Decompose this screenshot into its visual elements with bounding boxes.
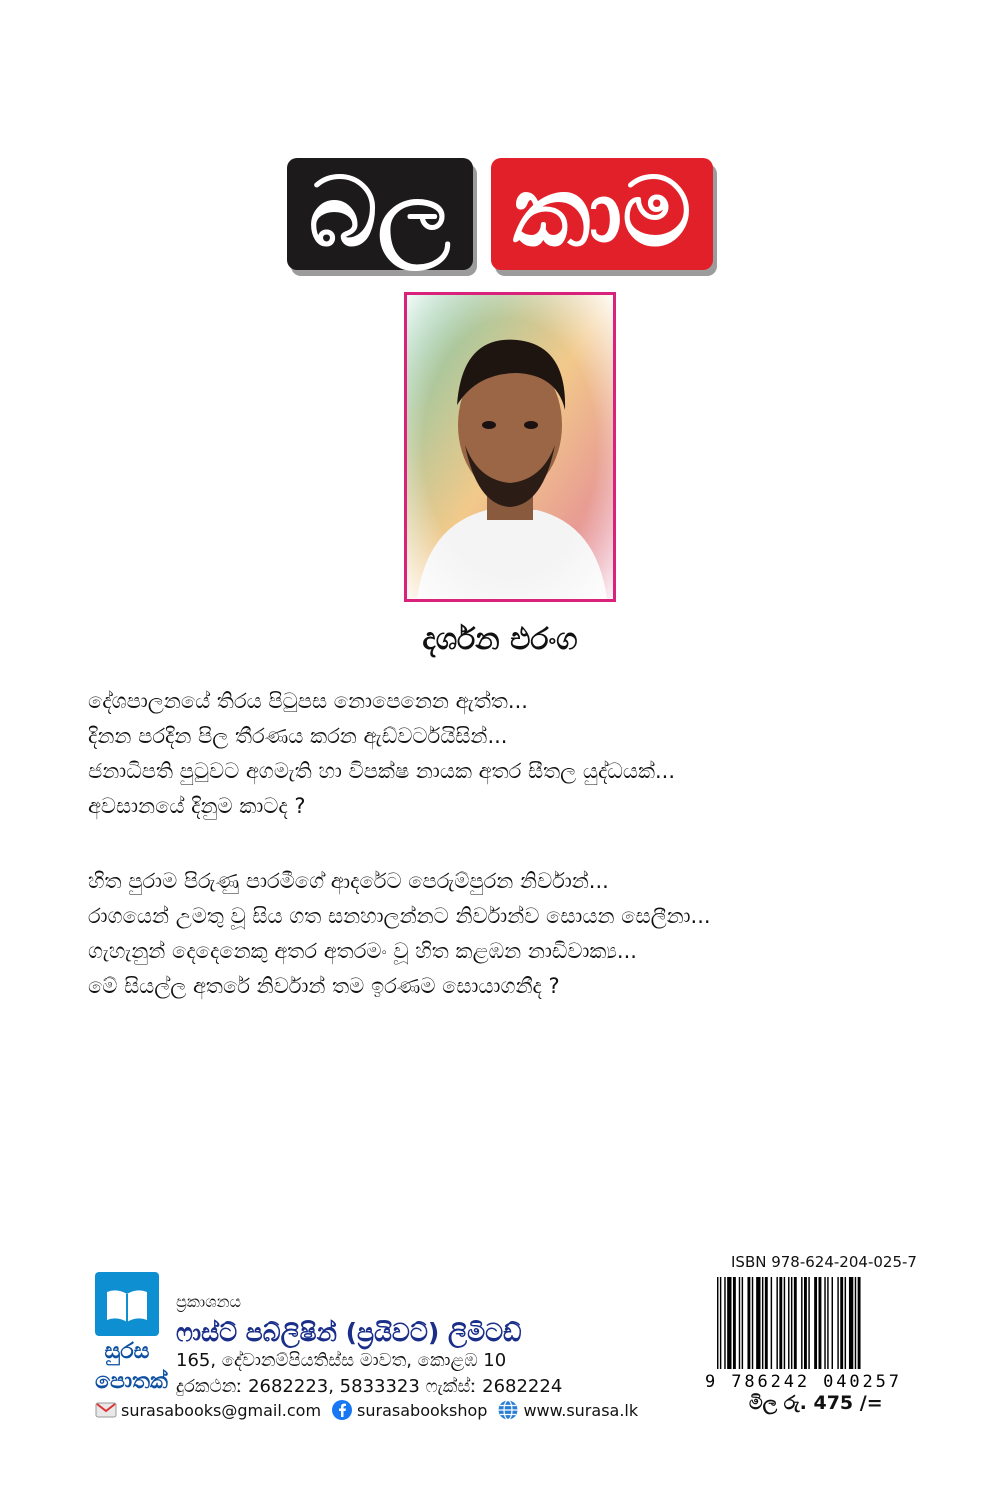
barcode-bar — [779, 1277, 782, 1369]
publisher-label: ප්‍රකාශනය — [176, 1292, 242, 1311]
author-photo — [404, 292, 616, 602]
blurb-paragraph-2 — [88, 864, 928, 1004]
globe-icon — [497, 1399, 519, 1421]
website-link[interactable]: www.surasa.lk — [523, 1400, 639, 1420]
barcode-bar — [717, 1277, 718, 1369]
logo-text-line2: පොතක් — [95, 1369, 168, 1394]
barcode-digits: 9 786242 040257 — [705, 1372, 899, 1392]
blurb-paragraph-1 — [88, 684, 928, 824]
book-title — [270, 110, 730, 270]
isbn-text: ISBN 978-624-204-025-7 — [731, 1253, 917, 1271]
barcode-bar — [724, 1277, 725, 1369]
book-icon — [95, 1272, 159, 1336]
barcode-bar — [840, 1277, 843, 1369]
blurb-line: රාගයෙන් උමතු වූ සිය ගත සනහාලන්නට නිර්වාන්ව සොයන සෙලීනා... — [88, 904, 711, 928]
barcode-bar — [756, 1277, 760, 1369]
barcode-bar — [804, 1277, 807, 1369]
barcode-bar — [739, 1277, 740, 1369]
blurb-line: මේ සියල්ල අතරේ නිර්වාන් තම ඉරණම සොයාගනීද ? — [88, 974, 560, 998]
barcode-bar — [832, 1277, 833, 1369]
barcode-bar — [784, 1277, 785, 1369]
barcode-bar — [720, 1277, 721, 1369]
barcode-bar — [814, 1277, 817, 1369]
facebook-icon — [331, 1399, 353, 1421]
barcode-bar — [791, 1277, 792, 1369]
barcode-bar — [808, 1277, 809, 1369]
barcode-bar — [819, 1277, 822, 1369]
publisher-logo — [95, 1272, 168, 1398]
barcode-bar — [776, 1277, 777, 1369]
blurb-line: ගැහැනුන් දෙදෙනෙකු අතර අතරමං වූ හිත කළඹන නාඩිවාක්‍ය... — [88, 939, 637, 963]
barcode-bar — [762, 1277, 763, 1369]
blurb-line: දේශපාලනයේ තිරය පිටුපස නොපෙනෙන ඇත්ත... — [88, 689, 528, 713]
publisher-address: 165, දේවානම්පියතිස්ස මාවත, කොළඹ 10 — [176, 1350, 507, 1371]
email-link[interactable]: surasabooks@gmail.com — [121, 1400, 322, 1420]
publisher-name: ෆාස්ට් පබ්ලිෂින් (ප්‍රයිවට්) ලිමිටඩ් — [176, 1318, 522, 1347]
barcode-bar — [824, 1277, 825, 1369]
barcode-bar — [827, 1277, 828, 1369]
email-icon — [95, 1399, 117, 1421]
barcode — [703, 1275, 903, 1393]
barcode-bar — [849, 1277, 853, 1369]
blurb-line: අවසානයේ දිනුම කාටද ? — [88, 794, 306, 818]
barcode-bar — [858, 1277, 861, 1369]
blurb-line: හිත පුරාම පිරුණු පාරමීගේ ආදරේට පෙරුම්පුරන නිර්වාන්... — [88, 869, 609, 893]
barcode-bar — [788, 1277, 789, 1369]
title-word-1: බල — [287, 158, 473, 270]
barcode-bar — [727, 1277, 731, 1369]
barcode-bar — [837, 1277, 838, 1369]
barcode-bar — [752, 1277, 753, 1369]
price-label: මිල රු. 475 /= — [749, 1392, 883, 1414]
barcode-bar — [801, 1277, 802, 1369]
facebook-link[interactable]: surasabookshop — [357, 1400, 488, 1420]
barcode-bar — [855, 1277, 856, 1369]
title-word-2: කාම — [491, 158, 714, 270]
barcode-bar — [765, 1277, 768, 1369]
blurb-line: ජනාධිපති පුටුවට අගමැති හා විපක්ෂ නායක අතර සීතල යුද්ධයක්... — [88, 759, 676, 783]
logo-text-line1: සුරස — [104, 1339, 150, 1364]
barcode-bar — [747, 1277, 750, 1369]
contact-row — [95, 1399, 642, 1421]
barcode-bar — [742, 1277, 743, 1369]
author-name: දර්ශන එරංග — [422, 622, 578, 657]
barcode-bar — [794, 1277, 797, 1369]
barcode-bar — [771, 1277, 772, 1369]
barcode-bar — [845, 1277, 846, 1369]
barcode-bar — [733, 1277, 736, 1369]
publisher-phones: දුරකථනː 2682223, 5833323 ෆැක්ස්ː 2682224 — [176, 1376, 563, 1397]
blurb-line: දිනන පරදින පිල තීරණය කරන ඇඩ්වර්ටයිසින්... — [88, 724, 508, 748]
